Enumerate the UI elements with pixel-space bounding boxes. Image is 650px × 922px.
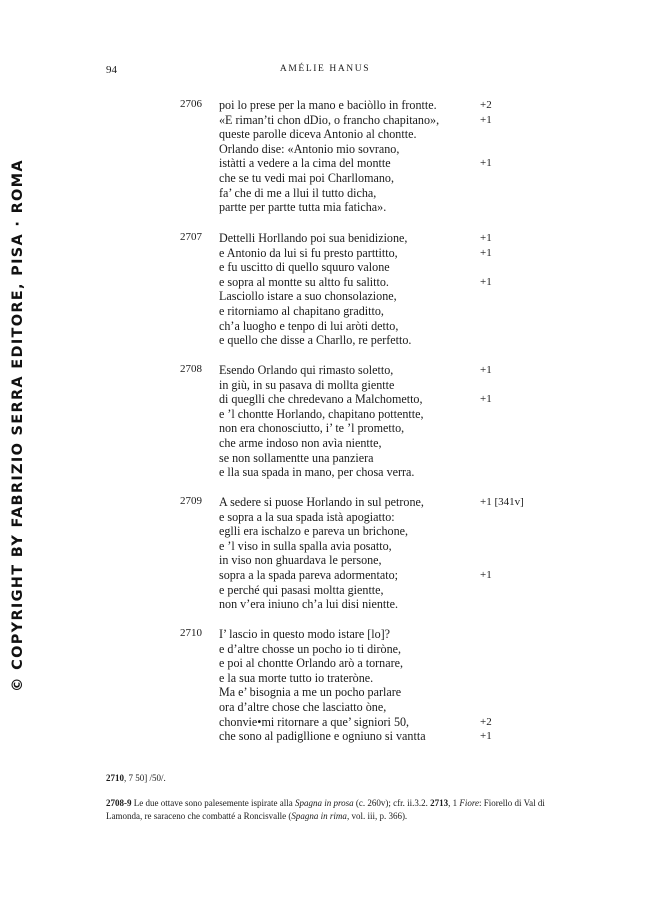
metric-note: +1 (480, 730, 492, 743)
verse-text: non era chonosciutto, i’ te ’l prometto, (219, 421, 405, 436)
verse-line (0, 289, 650, 304)
stanza-number: 2710 (180, 627, 202, 639)
commentary-text: : Fiorello di Val di Lamonda, re saraceno che combatté a Roncisvalle ( (106, 798, 545, 821)
verse-text: istàtti a vedere a la cima del montte (219, 156, 391, 171)
metric-note: +1 (480, 393, 492, 406)
page-number: 94 (106, 64, 117, 76)
stanza-2709 (0, 495, 650, 612)
verse-text: e la sua morte tutto io trateròne. (219, 670, 374, 685)
metric-note: +1 (480, 568, 492, 581)
verse-line (0, 407, 650, 422)
verse-line (0, 127, 650, 142)
verse-text: fa’ che di me a llui il tutto dicha, (219, 185, 377, 200)
verse-line (0, 495, 650, 510)
metric-note: +1 (480, 113, 492, 126)
verse-line (0, 156, 650, 171)
verse-text: eglli era ischalzo e pareva un brichone, (219, 524, 409, 539)
critical-apparatus (106, 773, 166, 783)
verse-text: in giù, in su pasava di mollta gientte (219, 377, 395, 392)
metric-note: +1 (480, 246, 492, 259)
verse-text: Dettelli Horllando poi sua benidizione, (219, 231, 408, 245)
verse-text: Orlando dise: «Antonio mio sovrano, (219, 141, 400, 156)
verse-line (0, 421, 650, 436)
verse-text: A sedere si puose Horlando in sul petrone, (219, 495, 424, 509)
verse-text: I’ lascio in questo modo istare [lo]? (219, 627, 391, 641)
verse-line (0, 510, 650, 525)
apparatus-text: , 7 50] /50/. (124, 773, 166, 783)
verse-line (0, 378, 650, 393)
verse-text: se non sollamentte una panziera (219, 450, 374, 465)
metric-note: +1 (480, 364, 492, 376)
verse-line (0, 465, 650, 480)
verse-text: e quello che disse a Charllo, re perfetto. (219, 333, 412, 348)
verse-line (0, 568, 650, 583)
commentary-text: , vol. iii, p. 366). (346, 810, 408, 821)
verse-line (0, 113, 650, 128)
verse-line (0, 333, 650, 348)
verse-line (0, 200, 650, 215)
verse-line (0, 246, 650, 261)
verse-line (0, 642, 650, 657)
verse-text: Esendo Orlando qui rimasto soletto, (219, 363, 394, 377)
commentary-title: Fiore (459, 798, 480, 808)
commentary-text: (c. 260v); cfr. ii.3.2. (353, 798, 431, 808)
commentary-note (106, 797, 546, 822)
verse-text: e ’l chontte Horlando, chapitano pottentte, (219, 406, 424, 421)
apparatus-ref: 2710 (106, 773, 124, 783)
verse-line (0, 583, 650, 598)
verse-line (0, 319, 650, 334)
stanza-2708 (0, 363, 650, 480)
verse-text: sopra a la spada pareva adormentato; (219, 567, 398, 582)
metric-note: +1 (480, 232, 492, 244)
verse-text: e sopra a la sua spada istà apogiatto: (219, 509, 395, 524)
verse-line (0, 231, 650, 246)
metric-note: +1 (480, 157, 492, 170)
verse-text: chonvie•mi ritornare a que’ signiori 50, (219, 714, 410, 729)
verse-text: queste parolle diceva Antonio al chontte. (219, 127, 417, 142)
stanza-number: 2707 (180, 231, 202, 243)
verse-text: e Antonio da lui si fu presto parttitto, (219, 245, 398, 260)
verse-line (0, 436, 650, 451)
verse-text: che sono al padigllione e ogniuno si vantta (219, 729, 426, 744)
verse-text: e perché qui pasasi moltta gientte, (219, 582, 384, 597)
verse-line (0, 363, 650, 378)
commentary-text: Le due ottave sono palesemente ispirate alla (131, 798, 295, 808)
verse-text: ch’a luogho e tenpo di lui aròti detto, (219, 318, 399, 333)
verse-text: e sopra al montte su altto fu salitto. (219, 274, 389, 289)
verse-line (0, 275, 650, 290)
verse-text: e d’altre chosse un pocho io ti diròne, (219, 641, 402, 656)
stanza-number: 2709 (180, 495, 202, 507)
verse-text: e fu uscitto di quello squuro valone (219, 260, 390, 275)
verse-text: Ma e’ bisognia a me un pocho parlare (219, 685, 402, 700)
verse-line (0, 260, 650, 275)
verse-line (0, 98, 650, 113)
verse-text: «E riman’ti chon dDio, o francho chapitano», (219, 112, 440, 127)
commentary-ref: 2708-9 (106, 798, 132, 808)
verse-text: di queglli che chredevano a Malchometto, (219, 392, 423, 407)
verse-line (0, 171, 650, 186)
metric-note: +1 [341v] (480, 496, 524, 508)
verse-text: Lasciollo istare a suo chonsolazione, (219, 289, 397, 304)
commentary-text: , 1 (448, 798, 460, 808)
verse-line (0, 597, 650, 612)
verse-line (0, 700, 650, 715)
copyright-side-text: © COPYRIGHT BY FABRIZIO SERRA EDITORE, PISA · ROMA (10, 159, 26, 692)
stanza-2706 (0, 98, 650, 215)
verse-line (0, 304, 650, 319)
verse-line (0, 553, 650, 568)
verse-text: e poi al chontte Orlando arò a tornare, (219, 656, 404, 671)
metric-note: +1 (480, 275, 492, 288)
running-head: AMÉLIE HANUS (279, 64, 371, 74)
commentary-title: Spagna in prosa (294, 798, 354, 808)
stanza-number: 2706 (180, 98, 202, 110)
verse-line (0, 627, 650, 642)
stanza-2710 (0, 627, 650, 744)
verse-line (0, 539, 650, 554)
verse-line (0, 715, 650, 730)
verse-text: e ’l viso in sulla spalla avia posatto, (219, 538, 392, 553)
verse-line (0, 524, 650, 539)
commentary-ref: 2713 (430, 798, 449, 808)
verse-line (0, 451, 650, 466)
verse-text: partte per partte tutta mia faticha». (219, 200, 387, 215)
verse-text: poi lo prese per la mano e baciòllo in frontte. (219, 98, 437, 112)
verse-text: che arme indoso non avìa nientte, (219, 435, 382, 450)
verse-text: che se tu vedi mai poi Charllomano, (219, 170, 394, 185)
stanza-2707 (0, 231, 650, 348)
verse-text: in viso non ghuardava le persone, (219, 553, 382, 568)
stanza-number: 2708 (180, 363, 202, 375)
verse-line (0, 656, 650, 671)
metric-note: +2 (480, 715, 492, 728)
verse-text: e lla sua spada in mano, per chosa verra. (219, 465, 415, 480)
verse-line (0, 186, 650, 201)
verse-text: e ritorniamo al chapitano graditto, (219, 303, 384, 318)
metric-note: +2 (480, 99, 492, 111)
verse-line (0, 392, 650, 407)
verse-text: non v’era iniuno ch’a lui disi nientte. (219, 597, 399, 612)
verse-text: ora d’altre chose che lasciatto òne, (219, 699, 387, 714)
verse-line (0, 142, 650, 157)
commentary-title: Spagna in rima (291, 810, 347, 821)
verse-line (0, 671, 650, 686)
verse-line (0, 729, 650, 744)
verse-line (0, 685, 650, 700)
